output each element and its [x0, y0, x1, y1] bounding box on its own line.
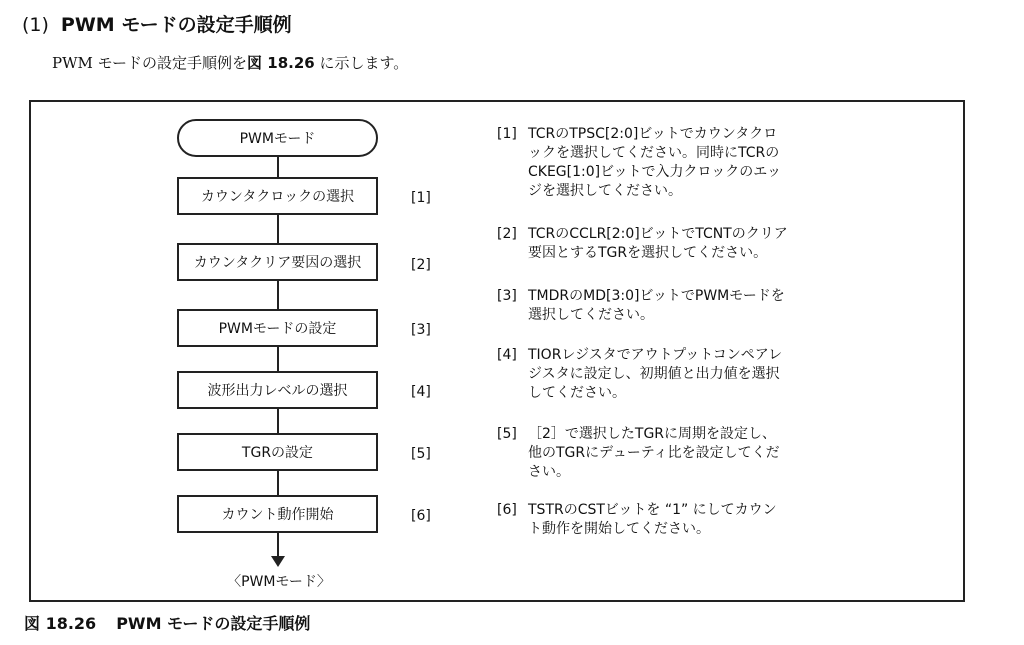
flow-step-4: 波形出力レベルの選択 [177, 371, 378, 409]
flow-step-6: カウント動作開始 [177, 495, 378, 533]
note-line: CKEG[1:0]ビットで入力クロックのエッ [528, 164, 781, 180]
note-line: 要因とするTGRを選択してください。 [528, 245, 768, 261]
figure-number: 図 18.26 [24, 614, 97, 633]
flow-step-3-number: [3] [411, 322, 431, 338]
note-label: [1] [497, 126, 517, 142]
note-line: TCRのCCLR[2:0]ビットでTCNTのクリア [528, 226, 788, 242]
flow-start-node: PWMモード [177, 119, 378, 157]
note-2 [497, 225, 837, 263]
note-line: さい。 [528, 464, 570, 480]
note-line: ジスタに設定し、初期値と出力値を選択 [528, 366, 780, 382]
section-title: PWM モードの設定手順例 [60, 14, 292, 36]
flow-step-2-number: [2] [411, 257, 431, 273]
intro-suffix: に示します。 [314, 54, 409, 72]
note-label: [6] [497, 502, 517, 518]
connector-line [277, 215, 279, 243]
note-line: TMDRのMD[3:0]ビットでPWMモードを [528, 288, 785, 304]
flow-step-5: TGRの設定 [177, 433, 378, 471]
note-line: ジを選択してください。 [528, 183, 682, 199]
note-line: してください。 [528, 385, 626, 401]
note-label: [4] [497, 347, 517, 363]
note-5 [497, 425, 837, 482]
section-number: (1) [22, 14, 49, 36]
flow-end-label: 〈PWMモード〉 [227, 574, 331, 590]
connector-line [277, 533, 279, 557]
note-line: ［2］で選択したTGRに周期を設定し、 [528, 426, 777, 442]
flow-step-2: カウンタクリア要因の選択 [177, 243, 378, 281]
connector-line [277, 347, 279, 371]
note-line: 選択してください。 [528, 307, 654, 323]
note-label: [3] [497, 288, 517, 304]
note-line: TSTRのCSTビットを “1” にしてカウン [528, 502, 777, 518]
flow-step-3: PWMモードの設定 [177, 309, 378, 347]
connector-line [277, 281, 279, 309]
arrow-down-icon [271, 556, 285, 567]
flow-step-6-number: [6] [411, 508, 431, 524]
note-line: TIORレジスタでアウトプットコンペアレ [528, 347, 783, 363]
figure-caption [24, 611, 310, 634]
note-line: ト動作を開始してください。 [528, 521, 710, 537]
connector-line [277, 157, 279, 177]
note-line: 他のTGRにデューティ比を設定してくだ [528, 445, 780, 461]
note-1 [497, 125, 837, 201]
note-3 [497, 287, 837, 325]
figure-title: PWM モードの設定手順例 [116, 614, 311, 633]
connector-line [277, 471, 279, 495]
flow-step-1: カウンタクロックの選択 [177, 177, 378, 215]
flow-step-1-number: [1] [411, 190, 431, 206]
note-line: TCRのTPSC[2:0]ビットでカウンタクロ [528, 126, 778, 142]
note-4 [497, 346, 837, 403]
connector-line [277, 409, 279, 433]
note-label: [5] [497, 426, 517, 442]
note-line: ックを選択してください。同時にTCRの [528, 145, 780, 161]
note-label: [2] [497, 226, 517, 242]
note-6 [497, 501, 837, 539]
figure-reference: 図 18.26 [247, 54, 315, 72]
intro-prefix: PWM モードの設定手順例を [52, 54, 248, 72]
flow-step-4-number: [4] [411, 384, 431, 400]
flow-step-5-number: [5] [411, 446, 431, 462]
